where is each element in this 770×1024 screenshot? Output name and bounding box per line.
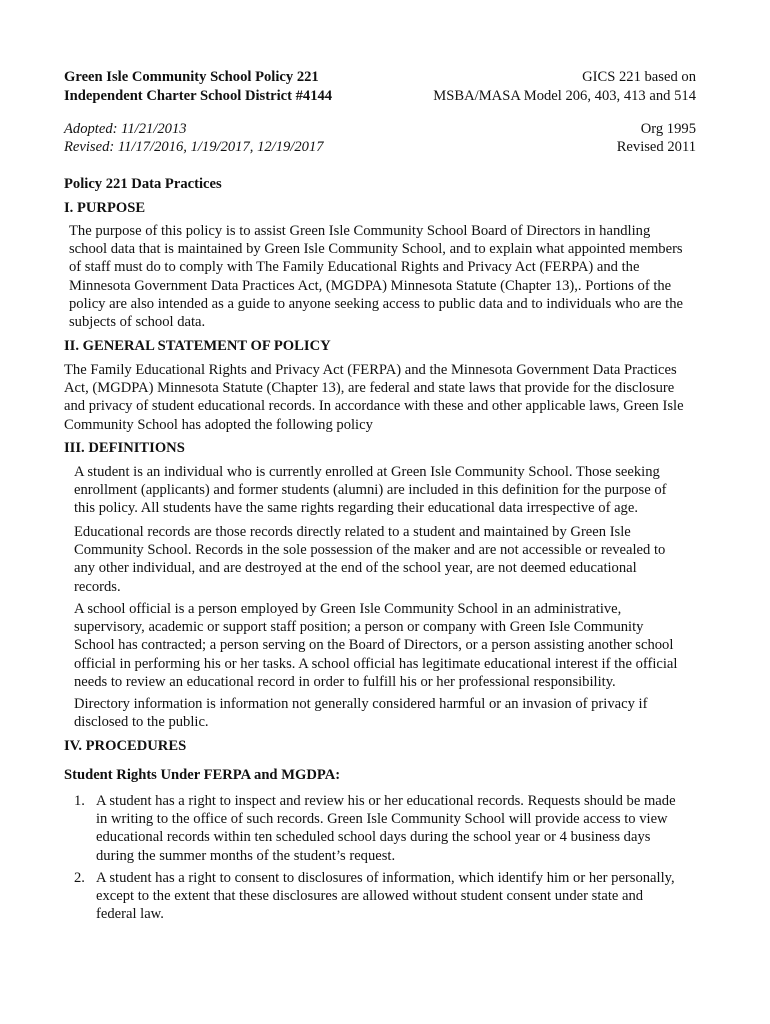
district-line: Independent Charter School District #4144 xyxy=(64,88,333,104)
paragraph-line: needs to review an educational record in order to fulfill his or her professional responsibility. xyxy=(74,673,616,690)
procedures-heading: IV. PROCEDURES xyxy=(64,738,187,754)
paragraph-line: A student has a right to consent to disclosures of information, which identify him or her personally, xyxy=(96,870,675,886)
school-policy-line: Green Isle Community School Policy 221 xyxy=(64,69,319,85)
paragraph-line: this policy. All students have the same rights regarding their educational data irrespective of age. xyxy=(74,500,638,517)
paragraph-line: Community School. Records in the sole possession of the maker and are not accessible or revealed to xyxy=(74,542,666,559)
purpose-heading: I. PURPOSE xyxy=(64,200,146,216)
definition-educational-records xyxy=(74,523,665,596)
list-item xyxy=(96,792,676,865)
definition-directory-information xyxy=(74,695,647,731)
revised-right: Revised 2011 xyxy=(616,139,696,155)
org-date: Org 1995 xyxy=(640,121,696,137)
paragraph-line: of staff must do to comply with The Family Educational Rights and Privacy Act (FERPA) and the xyxy=(69,259,640,276)
list-item-number: 1. xyxy=(74,793,85,809)
paragraph-line: A student has a right to inspect and review his or her educational records. Requests should be made xyxy=(96,793,676,809)
paragraph-line: except to the extent that these disclosures are allowed without student consent under state and xyxy=(96,888,644,905)
paragraph-line: A school official is a person employed by Green Isle Community School in an administrative, xyxy=(74,601,622,617)
paragraph-line: in writing to the office of such records. Green Isle Community School will provide access to view xyxy=(96,811,668,828)
model-line: GICS 221 based on xyxy=(582,69,696,85)
revised-dates: Revised: 11/17/2016, 1/19/2017, 12/19/2017 xyxy=(64,139,324,155)
paragraph-line: policy are also intended as a guide to anyone seeking access to public data and to individuals who are the xyxy=(69,295,683,312)
paragraph-line: School has contracted; a person serving on the Board of Directors, or a person assisting another school xyxy=(74,637,674,654)
paragraph-line: Directory information is information not generally considered harmful or an invasion of privacy if xyxy=(74,696,648,712)
paragraph-line: school data that is maintained by Green Isle Community School, and to explain what appointed members xyxy=(69,241,683,258)
purpose-paragraph xyxy=(69,222,683,331)
paragraph-line: official in performing his or her tasks. A school official has legitimate educational interest if the official xyxy=(74,655,678,672)
paragraph-line: enrollment (applicants) and former students (alumni) are included in this definition for the purpose of xyxy=(74,482,667,499)
paragraph-line: The purpose of this policy is to assist Green Isle Community School Board of Directors in handling xyxy=(69,223,651,239)
definitions-heading: III. DEFINITIONS xyxy=(64,440,185,456)
paragraph-line: Educational records are those records directly related to a student and maintained by Green Isle xyxy=(74,524,631,540)
general-heading: II. GENERAL STATEMENT OF POLICY xyxy=(64,338,331,354)
paragraph-line: federal law. xyxy=(96,906,164,923)
paragraph-line: The Family Educational Rights and Privacy Act (FERPA) and the Minnesota Government Data Practices xyxy=(64,362,677,378)
rights-subheading: Student Rights Under FERPA and MGDPA: xyxy=(64,767,341,783)
paragraph-line: records. xyxy=(74,578,121,595)
paragraph-line: supervisory, academic or support staff position; a person or company with Green Isle Community xyxy=(74,619,644,636)
paragraph-line: Minnesota Government Data Practices Act, (MGDPA) Minnesota Statute (Chapter 13),. Portions of the xyxy=(69,277,672,294)
list-item xyxy=(96,869,675,924)
paragraph-line: educational records within ten scheduled school days during the school year or 4 business days xyxy=(96,829,651,846)
definition-school-official xyxy=(74,600,677,691)
paragraph-line: disclosed to the public. xyxy=(74,714,209,731)
paragraph-line: subjects of school data. xyxy=(69,314,206,331)
list-item-number: 2. xyxy=(74,870,85,886)
paragraph-line: any other individual, and are destroyed at the end of the school year, are not deemed educational xyxy=(74,560,637,577)
paragraph-line: Act, (MGDPA) Minnesota Statute (Chapter 13), are federal and state laws that provide for the disclosure xyxy=(64,380,675,397)
general-paragraph xyxy=(64,361,684,434)
paragraph-line: Community School has adopted the following policy xyxy=(64,416,373,433)
paragraph-line: and privacy of student educational records. In accordance with these and other applicable laws, Green Isle xyxy=(64,398,684,415)
paragraph-line: A student is an individual who is currently enrolled at Green Isle Community School. Those seeking xyxy=(74,464,660,480)
paragraph-line: during the summer months of the student’s request. xyxy=(96,847,396,864)
model-numbers-line: MSBA/MASA Model 206, 403, 413 and 514 xyxy=(433,88,696,104)
adopted-date: Adopted: 11/21/2013 xyxy=(64,121,187,137)
definition-student xyxy=(74,463,667,518)
policy-title: Policy 221 Data Practices xyxy=(64,176,222,192)
